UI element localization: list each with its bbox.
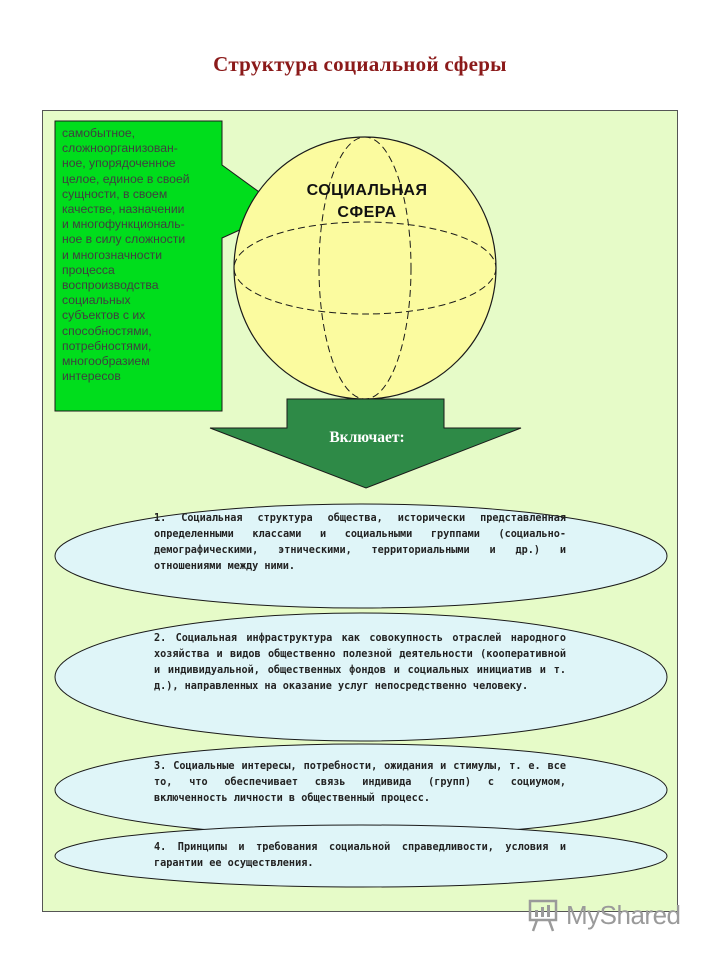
item-text-3: 3. Социальные интересы, потребности, ожидания и стимулы, т. е. все то, что обеспечивает связь индивида (групп) с социумом, включенность личности в общественный процесс.	[154, 761, 566, 804]
sphere-label: СОЦИАЛЬНАЯ СФЕРА	[306, 182, 428, 221]
sphere	[234, 137, 496, 399]
item-text-4: 4. Принципы и требования социальной справедливости, условия и гарантии ее осуществления.	[154, 842, 566, 869]
sphere-body	[234, 137, 496, 399]
item-text-2: 2. Социальная инфраструктура как совокупность отраслей народного хозяйства и видов общественно полезной деятельности (кооперативной и индивидуальной, общественных фондов и социальных инициатив и т. д.), направленных на оказание услуг непосредственно человеку.	[154, 633, 566, 692]
callout-text: самобытное, сложноорганизован- ное, упорядоченное целое, единое в своей сущности, в своем качестве, назначении и многофункциональ- ное в силу сложности и многозначности процесса воспроизводства социальных субъектов с их способностями, потребностями, многообразием интересов	[62, 126, 190, 384]
page-title: Структура социальной сферы	[213, 52, 507, 76]
presentation-board-icon	[526, 898, 562, 934]
item-text-1: 1. Социальная структура общества, исторически представленная определенными классами и социальными группами (социально-демографическими, этническими, территориальными и др.) и отношениями между ними.	[154, 513, 566, 572]
arrow-label: Включает:	[329, 429, 405, 446]
watermark-text: MyShared	[566, 900, 681, 930]
